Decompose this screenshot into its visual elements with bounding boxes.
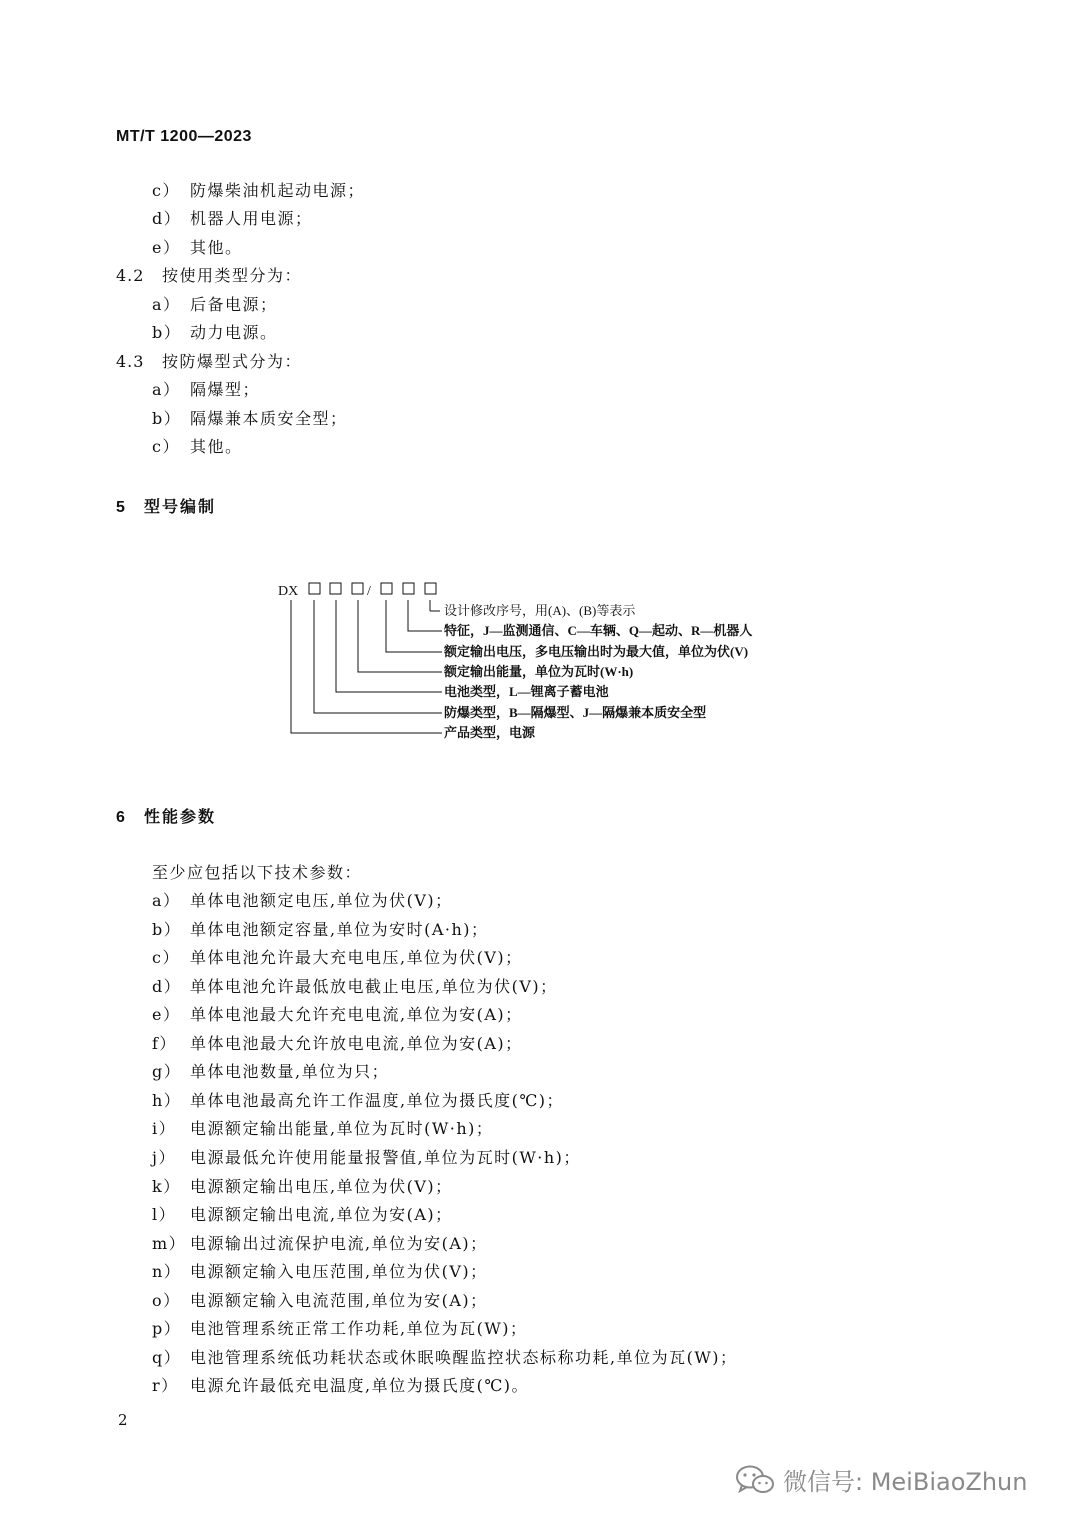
leader-line [358, 600, 442, 672]
list-item-mark: b） [152, 920, 182, 939]
list-item-mark: j） [152, 1148, 176, 1167]
list-item [152, 295, 278, 315]
list-item-mark: r） [152, 1376, 179, 1395]
list-item-mark: k） [152, 1177, 181, 1196]
list-item-text: 单体电池允许最低放电截止电压,单位为伏(V)； [190, 977, 558, 996]
list-item-text: 其他。 [190, 437, 243, 456]
list-item-text: 电源额定输出电压,单位为伏(V)； [190, 1177, 453, 1196]
list-item [152, 380, 260, 400]
code-box [381, 583, 392, 594]
list-item-text: 电池管理系统低功耗状态或休眠唤醒监控状态标称功耗,单位为瓦(W)； [190, 1348, 738, 1367]
list-item [152, 891, 453, 911]
list-item [152, 1234, 488, 1254]
list-item-text: 电源额定输入电压范围,单位为伏(V)； [190, 1262, 488, 1281]
list-item [152, 1205, 453, 1225]
list-item-text: 电池管理系统正常工作功耗,单位为瓦(W)； [190, 1319, 528, 1338]
list-item-mark: i） [152, 1119, 177, 1138]
list-item-mark: c） [152, 437, 180, 456]
list-item-mark: g） [152, 1062, 182, 1081]
list-item-mark: e） [152, 1005, 181, 1024]
list-item-text: 电源输出过流保护电流,单位为安(A)； [190, 1234, 488, 1253]
list-item [152, 920, 489, 940]
subsection-number: 4.2 [116, 266, 145, 285]
diagram-label: 额定输出电压，多电压输出时为最大值，单位为伏(V) [444, 644, 749, 659]
code-box [425, 583, 436, 594]
list-item [152, 409, 348, 429]
list-item-mark: e） [152, 238, 181, 257]
list-item-mark: a） [152, 891, 181, 910]
list-item [152, 181, 365, 201]
section-number: 5 [116, 499, 127, 516]
subsection-title: 按防爆型式分为： [162, 352, 303, 371]
list-item-mark: n） [152, 1262, 182, 1281]
standard-code: MT/T 1200—2023 [116, 128, 252, 145]
list-item-text: 后备电源； [190, 295, 278, 314]
list-item-text: 电源允许最低充电温度,单位为摄氏度(℃)。 [190, 1376, 529, 1395]
list-item [152, 977, 558, 997]
wechat-icon [735, 1464, 775, 1502]
watermark-text: 微信号: MeiBiaoZhun [783, 1468, 1028, 1496]
list-item-mark: a） [152, 295, 181, 314]
code-box [309, 583, 320, 594]
list-item-mark: p） [152, 1319, 182, 1338]
diagram-label: 产品类型，电源 [444, 725, 536, 740]
list-item-mark: d） [152, 977, 182, 996]
list-item [152, 437, 243, 457]
list-item [152, 323, 278, 343]
section-title: 性能参数 [144, 807, 217, 826]
leader-line [386, 600, 442, 652]
diagram-label: 电池类型，L—锂离子蓄电池 [444, 684, 609, 699]
code-box [403, 583, 414, 594]
page-number: 2 [118, 1411, 128, 1429]
list-item-text: 单体电池最高允许工作温度,单位为摄氏度(℃)； [190, 1091, 564, 1110]
list-item [152, 948, 523, 968]
list-item-mark: b） [152, 323, 182, 342]
list-item-mark: c） [152, 181, 180, 200]
code-box [330, 583, 341, 594]
list-item-mark: f） [152, 1034, 177, 1053]
leader-lines [291, 600, 442, 733]
list-item [152, 1177, 453, 1197]
section-6-heading [116, 804, 216, 827]
list-item-text: 电源最低允许使用能量报警值,单位为瓦时(W·h)； [190, 1148, 581, 1167]
list-item-text: 其他。 [190, 238, 243, 257]
list-item [152, 1005, 523, 1025]
list-item-text: 机器人用电源； [190, 209, 313, 228]
list-item [152, 1119, 493, 1139]
list-item-text: 防爆柴油机起动电源； [190, 181, 366, 200]
subsection-4-3-heading [116, 352, 302, 372]
list-item [152, 238, 243, 258]
subsection-4-2-heading [116, 266, 302, 286]
diagram-slash: / [367, 584, 371, 599]
list-item [152, 1319, 528, 1339]
list-item-text: 电源额定输入电流范围,单位为安(A)； [190, 1291, 488, 1310]
list-item-mark: c） [152, 948, 180, 967]
leader-line [408, 600, 442, 631]
diagram-prefix: DX [278, 584, 299, 599]
diagram-label: 额定输出能量，单位为瓦时(W·h) [444, 664, 634, 679]
diagram-label: 防爆类型，B—隔爆型、J—隔爆兼本质安全型 [444, 705, 707, 720]
list-item [152, 1148, 581, 1168]
list-item-text: 单体电池数量,单位为只； [190, 1062, 390, 1081]
list-item-text: 单体电池额定电压,单位为伏(V)； [190, 891, 453, 910]
list-item [152, 1348, 738, 1368]
diagram-label: 设计修改序号，用(A)、(B)等表示 [444, 603, 636, 618]
list-item [152, 1291, 488, 1311]
list-item [152, 209, 313, 229]
list-item-mark: b） [152, 409, 182, 428]
list-item-text: 动力电源。 [190, 323, 278, 342]
section-6-intro: 至少应包括以下技术参数： [152, 863, 363, 882]
list-item-text: 电源额定输出能量,单位为瓦时(W·h)； [190, 1119, 494, 1138]
leader-line [336, 600, 442, 692]
list-item-text: 隔爆兼本质安全型； [190, 409, 348, 428]
list-item [152, 1091, 564, 1111]
list-item-text: 单体电池最大允许充电电流,单位为安(A)； [190, 1005, 523, 1024]
section-number: 6 [116, 809, 127, 826]
watermark [735, 1462, 1027, 1502]
list-item-mark: m） [152, 1234, 187, 1253]
list-item-mark: q） [152, 1348, 182, 1367]
list-item-mark: d） [152, 209, 182, 228]
list-item [152, 1376, 529, 1396]
subsection-number: 4.3 [116, 352, 145, 371]
list-item [152, 1262, 488, 1282]
list-item-mark: o） [152, 1291, 181, 1310]
diagram-label: 特征，J—监测通信、C—车辆、Q—起动、R—机器人 [444, 623, 753, 638]
leader-line [314, 600, 442, 713]
code-box [352, 583, 363, 594]
list-item [152, 1034, 523, 1054]
list-item-text: 单体电池额定容量,单位为安时(A·h)； [190, 920, 489, 939]
list-item-mark: h） [152, 1091, 182, 1110]
section-title: 型号编制 [144, 497, 217, 516]
subsection-title: 按使用类型分为： [162, 266, 303, 285]
list-item-mark: a） [152, 380, 181, 399]
list-item-text: 隔爆型； [190, 380, 261, 399]
list-item [152, 1062, 389, 1082]
list-item-mark: l） [152, 1205, 177, 1224]
list-item-text: 单体电池最大允许放电电流,单位为安(A)； [190, 1034, 523, 1053]
model-code-diagram [270, 570, 830, 750]
section-5-heading [116, 494, 216, 517]
list-item-text: 电源额定输出电流,单位为安(A)； [190, 1205, 453, 1224]
list-item-text: 单体电池允许最大充电电压,单位为伏(V)； [190, 948, 523, 967]
